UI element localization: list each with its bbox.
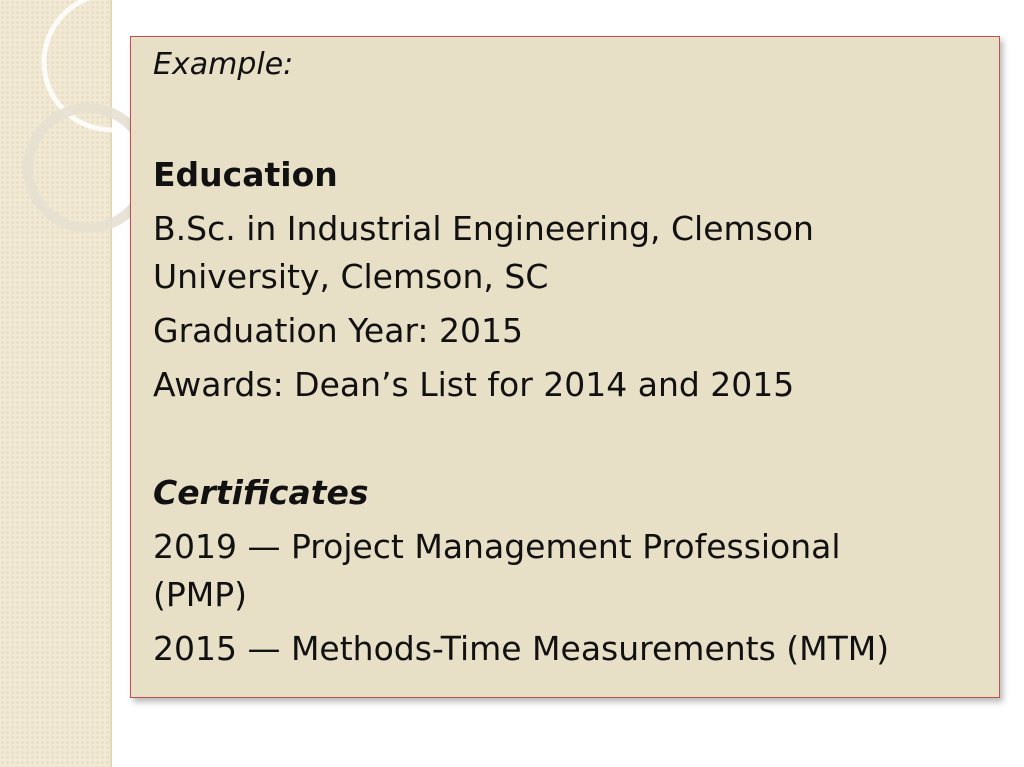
degree-line-2: University, Clemson, SC [153,257,549,296]
certificates-heading: Certificates [153,473,369,512]
certificate-1-line-2: (PMP) [153,575,248,614]
certificate-2: 2015 — Methods-Time Measurements (MTM) [153,629,890,668]
content-box [130,36,1000,698]
graduation-year: Graduation Year: 2015 [153,311,524,350]
degree-line-1: B.Sc. in Industrial Engineering, Clemson [153,209,814,248]
education-heading: Education [153,155,338,194]
awards: Awards: Dean’s List for 2014 and 2015 [153,365,795,404]
decorative-circles [0,0,130,300]
certificate-1-line-1: 2019 — Project Management Professional [153,527,841,566]
example-label: Example: [153,47,294,82]
decorative-circle-lower [28,108,130,228]
